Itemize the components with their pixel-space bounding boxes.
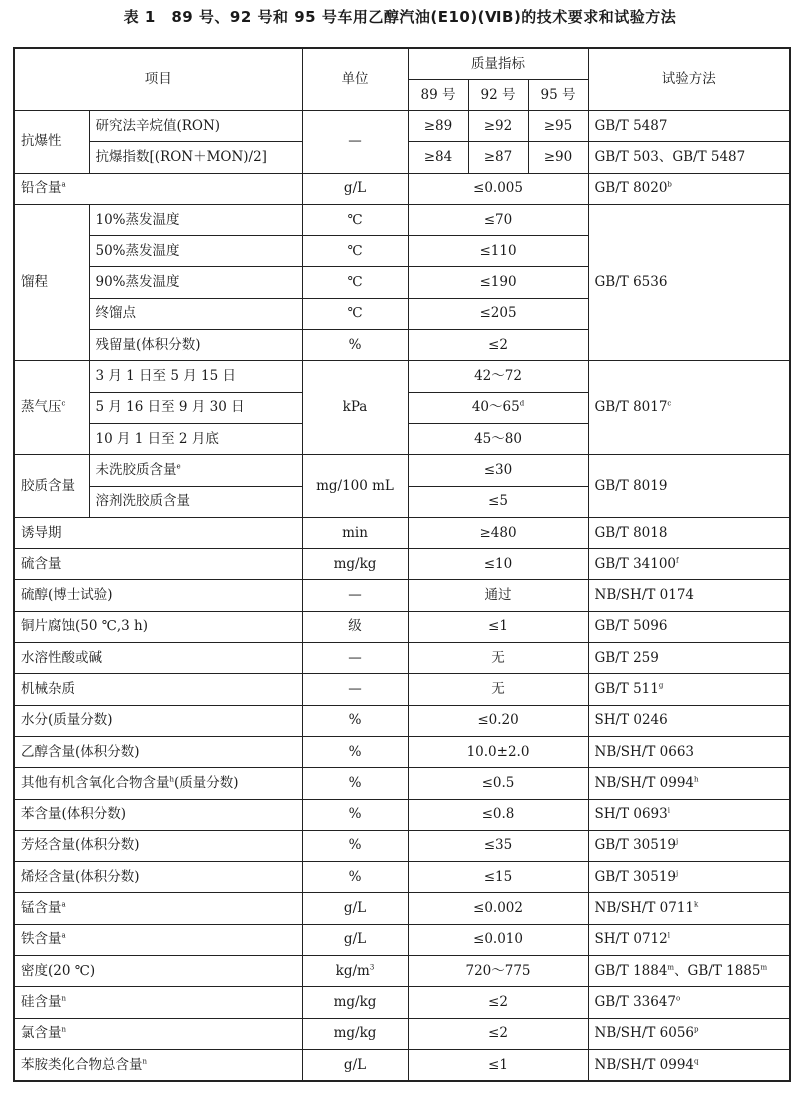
distillation-label: 终馏点 [89,298,302,329]
item-label: 铁含量$^a$ [14,924,302,955]
item-unit: g/L [302,1049,408,1081]
item-label: 烯烃含量(体积分数) [14,862,302,893]
distillation-unit: ℃ [302,267,408,298]
vapor-label: 10 月 1 日至 2 月底 [89,423,302,454]
item-label: 铜片腐蚀(50 ℃,3 h) [14,611,302,642]
distillation-value: ≤205 [408,298,588,329]
distillation-unit: ℃ [302,204,408,235]
distillation-label: 90%蒸发温度 [89,267,302,298]
item-label: 乙醇含量(体积分数) [14,736,302,767]
item-label: 水分(质量分数) [14,705,302,736]
item-method: GB/T 8018 [588,517,790,548]
item-value: ≤15 [408,862,588,893]
table-row [14,111,790,142]
item-method: SH/T 0693$^i$ [588,799,790,830]
distillation-value: ≤2 [408,330,588,361]
distillation-group: 馏程 [14,204,89,360]
item-method: NB/SH/T 0994$^h$ [588,768,790,799]
table-row [14,611,790,642]
antiknock-unit: — [302,111,408,174]
lead-value: ≤0.005 [408,173,588,204]
gum-group: 胶质含量 [14,455,89,518]
header-grade-95: 95 号 [528,80,588,111]
item-method: GB/T 259 [588,643,790,674]
item-method: GB/T 33647$^o$ [588,987,790,1018]
item-unit: 级 [302,611,408,642]
header-item: 项目 [14,48,302,111]
item-unit: — [302,643,408,674]
table-row [14,956,790,987]
item-label: 其他有机含氧化合物含量$^h$(质量分数) [14,768,302,799]
item-value: 无 [408,674,588,705]
item-value: ≤0.20 [408,705,588,736]
header-quality: 质量指标 [408,48,588,80]
item-value: ≤2 [408,987,588,1018]
item-value: ≤10 [408,549,588,580]
distillation-label: 50%蒸发温度 [89,236,302,267]
antiknock-group: 抗爆性 [14,111,89,174]
item-unit: % [302,768,408,799]
aki-95: ≥90 [528,142,588,173]
item-label: 密度(20 ℃) [14,956,302,987]
distillation-label: 残留量(体积分数) [89,330,302,361]
item-unit: g/L [302,924,408,955]
ron-method: GB/T 5487 [588,111,790,142]
item-method: NB/SH/T 0174 [588,580,790,611]
item-method: NB/SH/T 0663 [588,736,790,767]
vapor-label: 3 月 1 日至 5 月 15 日 [89,361,302,392]
item-method: NB/SH/T 0994$^q$ [588,1049,790,1081]
distillation-value: ≤70 [408,204,588,235]
vapor-value: 45～80 [408,423,588,454]
vapor-label: 5 月 16 日至 9 月 30 日 [89,392,302,423]
item-value: 720～775 [408,956,588,987]
item-label: 锰含量$^a$ [14,893,302,924]
vapor-unit: kPa [302,361,408,455]
item-method: NB/SH/T 6056$^p$ [588,1018,790,1049]
item-unit: g/L [302,893,408,924]
item-unit: — [302,580,408,611]
ron-label: 研究法辛烷值(RON) [89,111,302,142]
lead-label: 铅含量$^a$ [14,173,302,204]
item-unit: mg/kg [302,549,408,580]
table-row [14,173,790,204]
distillation-value: ≤190 [408,267,588,298]
aki-89: ≥84 [408,142,468,173]
vapor-value: 40～65$^d$ [408,392,588,423]
item-value: ≤0.8 [408,799,588,830]
item-unit: % [302,705,408,736]
item-unit: % [302,799,408,830]
ron-95: ≥95 [528,111,588,142]
item-unit: % [302,830,408,861]
item-unit: % [302,736,408,767]
table-row [14,799,790,830]
distillation-unit: % [302,330,408,361]
item-unit: mg/kg [302,987,408,1018]
item-value: ≤1 [408,611,588,642]
table-row [14,893,790,924]
item-value: 无 [408,643,588,674]
aki-method: GB/T 503、GB/T 5487 [588,142,790,173]
table-row [14,643,790,674]
item-method: GB/T 1884$^m$、GB/T 1885$^m$ [588,956,790,987]
item-label: 诱导期 [14,517,302,548]
table-row [14,768,790,799]
lead-method: GB/T 8020$^b$ [588,173,790,204]
item-method: GB/T 34100$^f$ [588,549,790,580]
distillation-label: 10%蒸发温度 [89,204,302,235]
gum-unit: mg/100 mL [302,455,408,518]
gum-washed-value: ≤5 [408,486,588,517]
table-row [14,862,790,893]
item-method: GB/T 5096 [588,611,790,642]
gum-unwashed-label: 未洗胶质含量$^e$ [89,455,302,486]
item-unit: % [302,862,408,893]
distillation-method: GB/T 6536 [588,204,790,360]
item-label: 水溶性酸或碱 [14,643,302,674]
table-row [14,830,790,861]
table-row [14,674,790,705]
table-title: 表 1 89 号、92 号和 95 号车用乙醇汽油(E10)(ⅥB)的技术要求和试验方法 [123,8,677,26]
item-value: ≤2 [408,1018,588,1049]
table-row [14,361,790,392]
table-row [14,517,790,548]
aki-92: ≥87 [468,142,528,173]
gum-method: GB/T 8019 [588,455,790,518]
header-unit: 单位 [302,48,408,111]
table-row [14,455,790,486]
header-method: 试验方法 [588,48,790,111]
vapor-value: 42～72 [408,361,588,392]
item-unit: mg/kg [302,1018,408,1049]
item-method: SH/T 0246 [588,705,790,736]
table-row [14,736,790,767]
table-row [14,549,790,580]
table-row [14,204,790,235]
item-value: 通过 [408,580,588,611]
table-row [14,705,790,736]
table-row [14,987,790,1018]
item-unit: min [302,517,408,548]
aki-label: 抗爆指数[(RON＋MON)/2] [89,142,302,173]
distillation-value: ≤110 [408,236,588,267]
ron-92: ≥92 [468,111,528,142]
spec-table [13,47,791,1082]
item-method: NB/SH/T 0711$^k$ [588,893,790,924]
header-grade-92: 92 号 [468,80,528,111]
item-unit: — [302,674,408,705]
table-row [14,924,790,955]
item-value: ≥480 [408,517,588,548]
item-label: 芳烃含量(体积分数) [14,830,302,861]
item-value: 10.0±2.0 [408,736,588,767]
lead-unit: g/L [302,173,408,204]
item-value: ≤0.010 [408,924,588,955]
distillation-unit: ℃ [302,298,408,329]
item-method: SH/T 0712$^l$ [588,924,790,955]
item-label: 苯含量(体积分数) [14,799,302,830]
item-method: GB/T 511$^g$ [588,674,790,705]
header-grade-89: 89 号 [408,80,468,111]
ron-89: ≥89 [408,111,468,142]
item-label: 机械杂质 [14,674,302,705]
vapor-group: 蒸气压$^c$ [14,361,89,455]
table-row [14,580,790,611]
item-method: GB/T 30519$^j$ [588,862,790,893]
item-label: 硫含量 [14,549,302,580]
item-label: 苯胺类化合物总含量$^n$ [14,1049,302,1081]
table-row [14,1049,790,1081]
item-value: ≤0.5 [408,768,588,799]
item-value: ≤1 [408,1049,588,1081]
gum-unwashed-value: ≤30 [408,455,588,486]
header-row [14,48,790,80]
distillation-unit: ℃ [302,236,408,267]
item-label: 硫醇(博士试验) [14,580,302,611]
item-unit: $kg/m^3$ [302,956,408,987]
table-row [14,1018,790,1049]
vapor-method: GB/T 8017$^c$ [588,361,790,455]
item-method: GB/T 30519$^j$ [588,830,790,861]
item-label: 硅含量$^n$ [14,987,302,1018]
item-value: ≤35 [408,830,588,861]
item-label: 氯含量$^n$ [14,1018,302,1049]
gum-washed-label: 溶剂洗胶质含量 [89,486,302,517]
item-value: ≤0.002 [408,893,588,924]
